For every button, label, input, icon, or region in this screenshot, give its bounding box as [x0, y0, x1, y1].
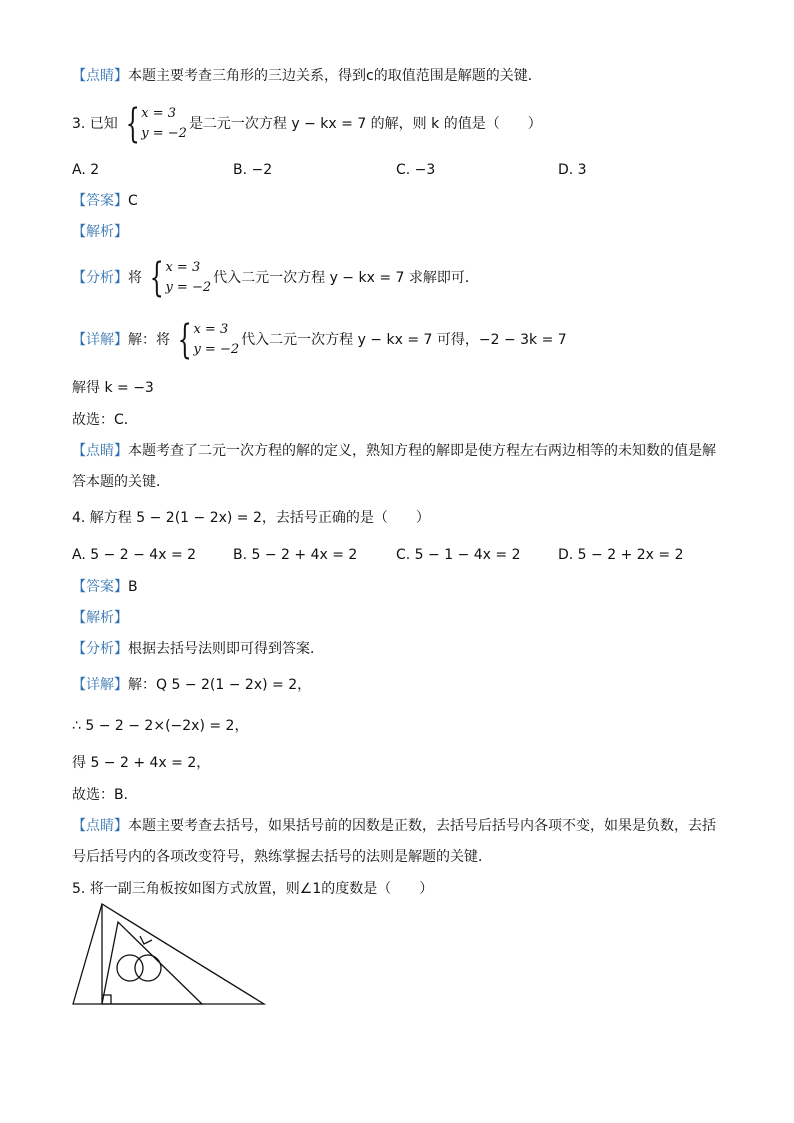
set-square-figure [68, 898, 268, 1008]
q3-dianjing-cont: 答本题的关键． [72, 474, 170, 490]
q3-fenxi [72, 255, 479, 301]
question-3 [72, 101, 542, 147]
dianjing-tag: 【点睛】 [72, 68, 128, 84]
q4-dianjing-cont: 号后括号内的各项改变符号，熟练掌握去括号的法则是解题的关键． [72, 849, 492, 865]
dianjing-line [72, 66, 542, 86]
fenxi-sys-row: y = −2 [165, 280, 212, 295]
q3-answer [72, 191, 138, 211]
brace-icon: { [125, 101, 140, 147]
q4-dianjing [72, 816, 716, 836]
q3-option-c: C. −3 [396, 162, 436, 178]
q3-number: 3. 已知 [72, 116, 118, 132]
question-5: 5. 将一副三角板按如图方式放置，则∠1的度数是（ ） [72, 881, 434, 897]
dianjing-text: 本题主要考查三角形的三边关系，得到c的取值范围是解题的关键． [128, 68, 542, 84]
answer-value: B [128, 579, 138, 595]
fenxi-sys-row: x = 3 [165, 260, 201, 275]
brace-icon: { [177, 317, 192, 363]
dianjing-text: 本题考查了二元一次方程的解的定义，熟知方程的解即是使方程左右两边相等的未知数的值是解 [128, 443, 716, 459]
q3-equation-system [120, 101, 187, 147]
fenxi-tag: 【分析】 [72, 641, 128, 657]
q4-option-c: C. 5 − 1 − 4x = 2 [396, 547, 521, 563]
q3-sys-row: y = −2 [141, 126, 187, 141]
q4-step: ∴ 5 − 2 − 2×(−2x) = 2， [72, 718, 249, 734]
xiangjie-tag: 【详解】 [72, 332, 128, 348]
q3-stem: 是二元一次方程 y − kx = 7 的解，则 k 的值是（ ） [188, 116, 542, 132]
xiangjie-equation-system [172, 317, 240, 363]
fenxi-text: 根据去括号法则即可得到答案． [128, 641, 324, 657]
xiangjie-tag: 【详解】 [72, 677, 128, 693]
dianjing-tag: 【点睛】 [72, 443, 128, 459]
q4-jiexi [72, 608, 128, 628]
q3-sys-row: x = 3 [141, 106, 177, 121]
dianjing-text: 本题主要考查去括号，如果括号前的因数是正数，去括号后括号内各项不变，如果是负数，去括 [128, 818, 716, 834]
xiangjie-text: 解：Q 5 − 2(1 − 2x) = 2， [128, 677, 312, 693]
q3-option-a: A. 2 [72, 162, 100, 178]
jiexi-tag: 【解析】 [72, 610, 128, 626]
q3-dianjing [72, 441, 716, 461]
xiangjie-post: 代入二元一次方程 y − kx = 7 可得，−2 − 3k = 7 [241, 332, 567, 348]
q4-option-b: B. 5 − 2 + 4x = 2 [233, 547, 358, 563]
question-4: 4. 解方程 5 − 2(1 − 2x) = 2，去括号正确的是（ ） [72, 510, 430, 526]
q3-xiangjie [72, 317, 567, 363]
q4-xiangjie [72, 675, 311, 695]
right-angle-mark [140, 936, 152, 944]
q3-option-d: D. 3 [558, 162, 587, 178]
q3-jiede: 解得 k = −3 [72, 380, 154, 396]
answer-tag: 【答案】 [72, 193, 128, 209]
q4-option-a: A. 5 − 2 − 4x = 2 [72, 547, 197, 563]
hole-circle [135, 955, 161, 981]
fenxi-tag: 【分析】 [72, 270, 128, 286]
fenxi-equation-system [144, 255, 212, 301]
xiangjie-pre: 解：将 [128, 332, 170, 348]
q3-jiexi [72, 222, 128, 242]
brace-icon: { [149, 255, 164, 301]
q3-option-b: B. −2 [233, 162, 273, 178]
jiexi-tag: 【解析】 [72, 224, 128, 240]
xiangjie-sys-row: y = −2 [193, 342, 240, 357]
q4-option-d: D. 5 − 2 + 2x = 2 [558, 547, 684, 563]
fenxi-pre: 将 [128, 270, 142, 286]
fenxi-post: 代入二元一次方程 y − kx = 7 求解即可． [213, 270, 479, 286]
q4-answer [72, 577, 138, 597]
dianjing-tag: 【点睛】 [72, 818, 128, 834]
q4-guxuan: 故选：B． [72, 787, 138, 803]
answer-tag: 【答案】 [72, 579, 128, 595]
q3-guxuan: 故选：C． [72, 412, 138, 428]
answer-value: C [128, 193, 138, 209]
q4-step: 得 5 − 2 + 4x = 2， [72, 755, 211, 771]
xiangjie-sys-row: x = 3 [193, 322, 229, 337]
q4-fenxi [72, 639, 324, 659]
